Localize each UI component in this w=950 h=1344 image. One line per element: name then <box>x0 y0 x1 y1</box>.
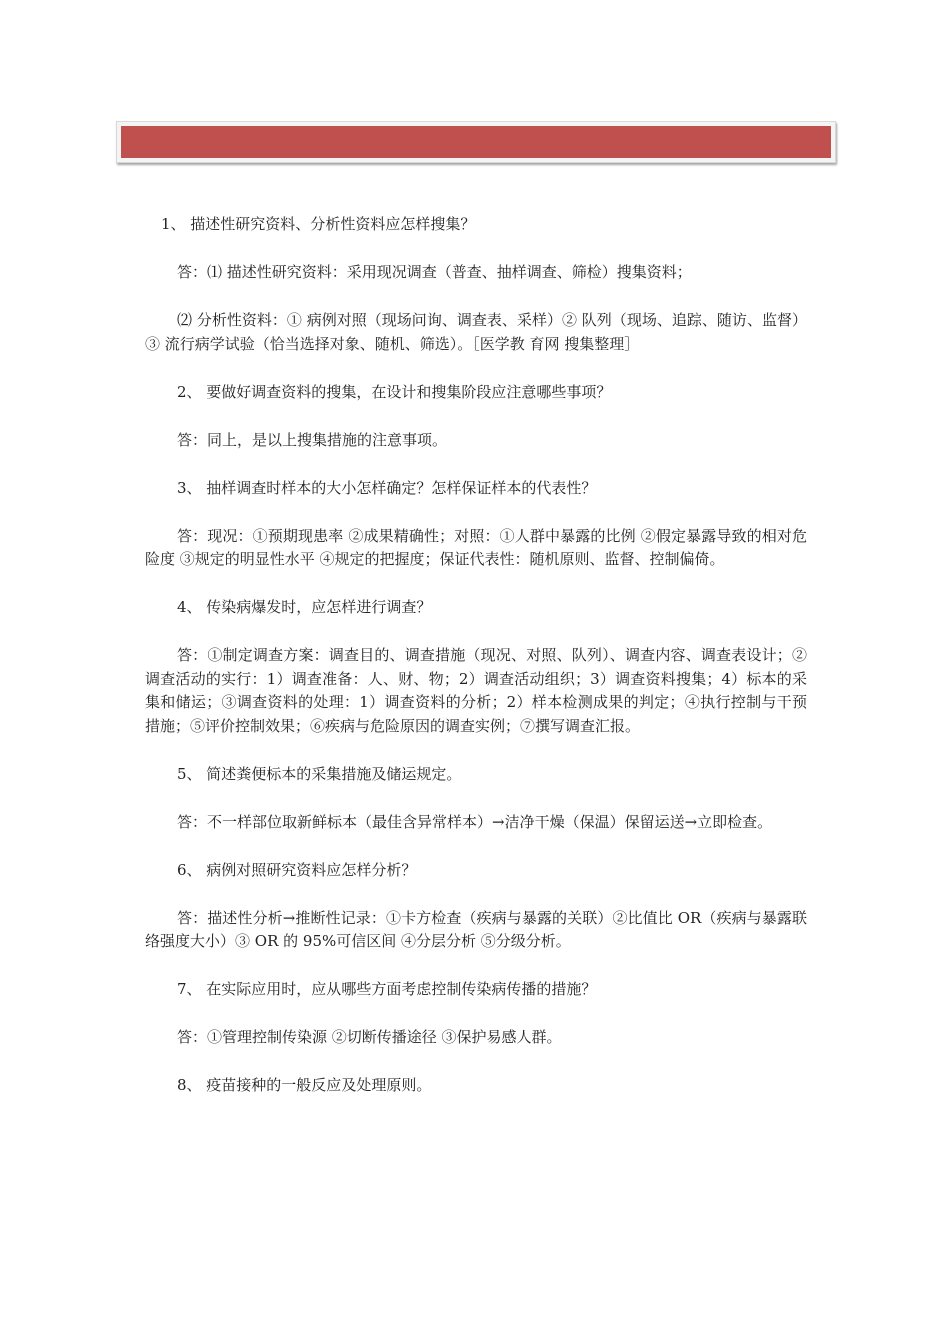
answer-6: 答：描述性分析→推断性记录：①卡方检查（疾病与暴露的关联）②比值比 OR（疾病与暴露联络强度大小）③ OR 的 95%可信区间 ④分层分析 ⑤分级分析。 <box>145 908 807 950</box>
header-banner-fill <box>121 126 831 158</box>
question-8: 8、 疫苗接种的一般反应及处理原则。 <box>177 1076 432 1094</box>
question-1: 1、 描述性研究资料、分析性资料应怎样搜集？ <box>161 215 476 233</box>
question-7: 7、 在实际应用时，应从哪些方面考虑控制传染病传播的措施？ <box>177 980 597 998</box>
document-body <box>145 213 807 1122</box>
header-banner <box>116 121 836 163</box>
question-5: 5、 简述粪便标本的采集措施及储运规定。 <box>177 764 462 783</box>
question-3: 3、 抽样调查时样本的大小怎样确定？怎样保证样本的代表性？ <box>177 478 597 497</box>
question-6: 6、 病例对照研究资料应怎样分析？ <box>177 860 417 879</box>
answer-5: 答：不一样部位取新鲜标本（最佳含异常样本）→洁净干燥（保温）保留运送→立即检查。 <box>177 812 773 831</box>
answer-1-part-2: ⑵ 分析性资料：① 病例对照（现场问询、调查表、采样）② 队列（现场、追踪、随访、监督）③ 流行病学试验（恰当选择对象、随机、筛选）。［医学教 育网 搜集整理］ <box>145 311 807 353</box>
answer-4: 答：①制定调查方案：调查目的、调查措施（现况、对照、队列）、调查内容、调查表设计；②调查活动的实行：1）调查准备：人、财、物；2）调查活动组织；3）调查资料搜集；4）标本的采集和储运；③调查资料的处理：1）调查资料的分析；2）样本检测成果的判定；④执行控制与干预措施；⑤评价控制效果；⑥疾病与危险原因的调查实例；⑦撰写调查汇报。 <box>145 646 807 735</box>
answer-7: 答：①管理控制传染源 ②切断传播途径 ③保护易感人群。 <box>177 1028 562 1046</box>
question-4: 4、 传染病爆发时，应怎样进行调查？ <box>177 598 432 616</box>
answer-3: 答：现况：①预期现患率 ②成果精确性；对照：①人群中暴露的比例 ②假定暴露导致的相对危险度 ③规定的明显性水平 ④规定的把握度；保证代表性：随机原则、监督、控制偏倚。 <box>145 526 807 568</box>
question-2: 2、 要做好调查资料的搜集，在设计和搜集阶段应注意哪些事项？ <box>177 382 612 401</box>
answer-1-part-1: 答：⑴ 描述性研究资料：采用现况调查（普查、抽样调查、筛检）搜集资料； <box>177 263 692 281</box>
answer-2: 答：同上，是以上搜集措施的注意事项。 <box>177 430 448 449</box>
